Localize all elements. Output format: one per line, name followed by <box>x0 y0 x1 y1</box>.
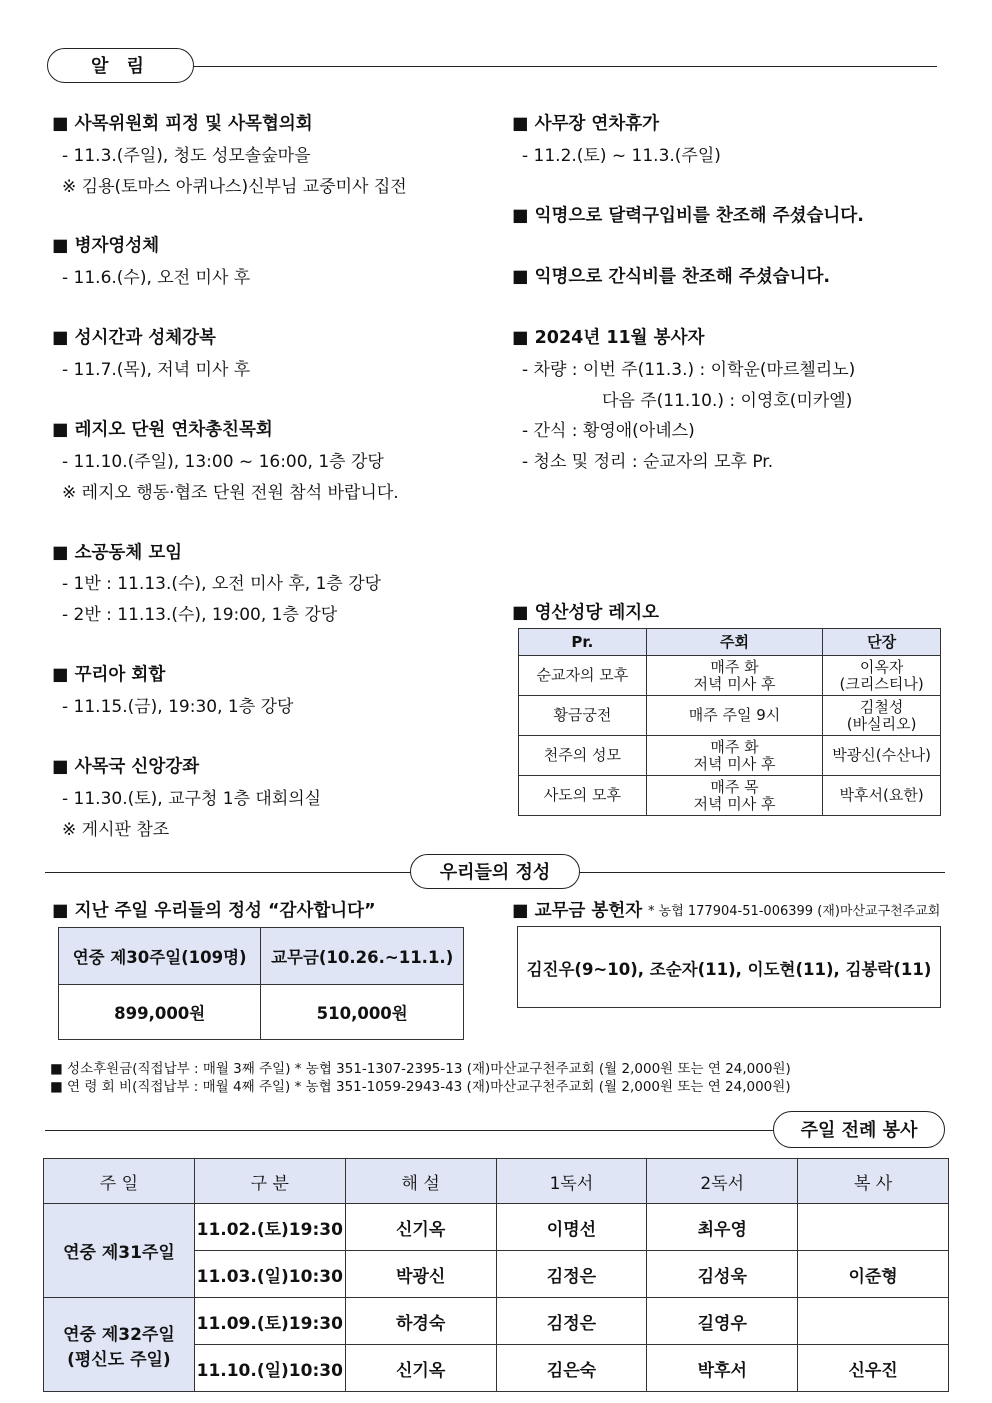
notice-left-3-line-0: - 11.10.(주일), 13:00 ~ 16:00, 1층 강당 <box>62 452 384 472</box>
notice-title: 알 림 <box>47 48 194 83</box>
legio-cell: 매주 화 저녁 미사 후 <box>646 656 823 696</box>
legio-cell: 황금궁전 <box>519 696 647 736</box>
legio-cell: 매주 화 저녁 미사 후 <box>646 736 823 776</box>
table-row <box>519 696 941 736</box>
liturgy-header-week: 주 일 <box>44 1159 195 1204</box>
notice-left-6-head: ■ 사목국 신앙강좌 <box>52 757 200 777</box>
liturgy-cell: 최우영 <box>647 1204 798 1251</box>
table-row <box>59 985 464 1040</box>
liturgy-cell: 이준형 <box>798 1251 949 1298</box>
legio-cell: 사도의 모후 <box>519 776 647 816</box>
notice-left-6-line-1: ※ 게시판 참조 <box>62 820 170 840</box>
notice-right-3-head: ■ 2024년 11월 봉사자 <box>512 328 705 348</box>
liturgy-week: 연중 제31주일 <box>44 1204 195 1298</box>
liturgy-cell: 신우진 <box>798 1345 949 1392</box>
offering-table <box>58 927 464 1040</box>
notice-left-6-line-0: - 11.30.(토), 교구청 1층 대회의실 <box>62 789 322 809</box>
notice-left-0-line-1: ※ 김용(토마스 아퀴나스)신부님 교중미사 집전 <box>62 177 407 197</box>
notice-left-1-line-0: - 11.6.(수), 오전 미사 후 <box>62 268 251 288</box>
legio-head: ■ 영산성당 레지오 <box>512 603 660 623</box>
offering-value-dues: 510,000원 <box>261 985 464 1040</box>
notice-left-5-line-0: - 11.15.(금), 19:30, 1층 강당 <box>62 697 294 717</box>
liturgy-header-commentary: 해 설 <box>345 1159 496 1204</box>
liturgy-cell: 11.02.(토)19:30 <box>194 1204 345 1251</box>
offering-title: 우리들의 정성 <box>410 854 580 889</box>
offering-header-dues: 교무금(10.26.~11.1.) <box>261 928 464 985</box>
offering-header-sunday: 연중 제30주일(109명) <box>59 928 261 985</box>
donor-list: 김진우(9~10), 조순자(11), 이도현(11), 김봉락(11) <box>526 960 932 979</box>
liturgy-cell: 신기옥 <box>345 1345 496 1392</box>
liturgy-cell: 11.09.(토)19:30 <box>194 1298 345 1345</box>
liturgy-cell: 김성욱 <box>647 1251 798 1298</box>
notice-right-3-line-2: - 간식 : 황영애(아녜스) <box>522 421 695 441</box>
liturgy-table <box>43 1158 949 1392</box>
liturgy-cell <box>798 1298 949 1345</box>
liturgy-cell: 이명선 <box>496 1204 647 1251</box>
legio-cell: 김철성 (바실리오) <box>823 696 941 736</box>
legio-cell: 박후서(요한) <box>823 776 941 816</box>
notice-left-0-line-0: - 11.3.(주일), 청도 성모솔숲마을 <box>62 146 311 166</box>
legio-cell: 매주 주일 9시 <box>646 696 823 736</box>
legio-cell: 순교자의 모후 <box>519 656 647 696</box>
liturgy-cell: 길영우 <box>647 1298 798 1345</box>
table-row <box>44 1204 949 1251</box>
notice-right-3-line-1: 다음 주(11.10.) : 이영호(미카엘) <box>602 391 853 411</box>
legio-cell: 박광신(수산나) <box>823 736 941 776</box>
offering-account-note: * 농협 177904-51-006399 (재)마산교구천주교회 <box>648 904 941 919</box>
legio-cell: 천주의 성모 <box>519 736 647 776</box>
liturgy-cell: 11.03.(일)10:30 <box>194 1251 345 1298</box>
liturgy-week: 연중 제32주일 (평신도 주일) <box>44 1298 195 1392</box>
notice-left-0-head: ■ 사목위원회 피정 및 사목협의회 <box>52 114 313 134</box>
notice-left-4-head: ■ 소공동체 모임 <box>52 543 183 563</box>
liturgy-header-time: 구 분 <box>194 1159 345 1204</box>
notice-left-3-head: ■ 레지오 단원 연차총친목회 <box>52 420 273 440</box>
notice-left-1-head: ■ 병자영성체 <box>52 236 160 256</box>
liturgy-cell: 박광신 <box>345 1251 496 1298</box>
liturgy-cell: 11.10.(일)10:30 <box>194 1345 345 1392</box>
notice-left-3-line-1: ※ 레지오 행동·협조 단원 전원 참석 바랍니다. <box>62 483 399 503</box>
liturgy-cell: 신기옥 <box>345 1204 496 1251</box>
offering-left-head: ■ 지난 주일 우리들의 정성 “감사합니다” <box>52 901 376 921</box>
legio-header-leader: 단장 <box>823 629 941 656</box>
legio-cell: 이옥자 (크리스티나) <box>823 656 941 696</box>
notice-left-2-head: ■ 성시간과 성체강복 <box>52 328 216 348</box>
legio-table <box>518 628 941 816</box>
liturgy-cell: 김정은 <box>496 1298 647 1345</box>
legio-header-pr: Pr. <box>519 629 647 656</box>
notice-right-1-head: ■ 익명으로 달력구입비를 찬조해 주셨습니다. <box>512 206 864 226</box>
notice-left-5-head: ■ 꾸리아 회합 <box>52 665 166 685</box>
offering-value-sunday: 899,000원 <box>59 985 261 1040</box>
liturgy-header-server: 복 사 <box>798 1159 949 1204</box>
notice-left-4-line-1: - 2반 : 11.13.(수), 19:00, 1층 강당 <box>62 605 338 625</box>
liturgy-cell <box>798 1204 949 1251</box>
notice-right-0-line-0: - 11.2.(토) ~ 11.3.(주일) <box>522 146 721 166</box>
notice-left-4-line-0: - 1반 : 11.13.(수), 오전 미사 후, 1층 강당 <box>62 574 382 594</box>
table-row <box>519 776 941 816</box>
liturgy-title: 주일 전례 봉사 <box>773 1111 945 1148</box>
table-row <box>44 1298 949 1345</box>
liturgy-header-reading2: 2독서 <box>647 1159 798 1204</box>
offering-note-1: ■ 연 령 회 비(직접납부 : 매월 4째 주일) * 농협 351-1059-2943-43 (재)마산교구천주교회 (월 2,000원 또는 연 24,000원) <box>50 1079 791 1095</box>
table-row <box>519 656 941 696</box>
notice-left-2-line-0: - 11.7.(목), 저녁 미사 후 <box>62 360 251 380</box>
notice-right-3-line-3: - 청소 및 정리 : 순교자의 모후 Pr. <box>522 452 774 472</box>
legio-header-meeting: 주회 <box>646 629 823 656</box>
liturgy-cell: 하경숙 <box>345 1298 496 1345</box>
donor-box <box>517 926 941 1008</box>
table-row <box>519 736 941 776</box>
offering-note-0: ■ 성소후원금(직접납부 : 매월 3째 주일) * 농협 351-1307-2395-13 (재)마산교구천주교회 (월 2,000원 또는 연 24,000원) <box>50 1061 791 1077</box>
legio-cell: 매주 목 저녁 미사 후 <box>646 776 823 816</box>
liturgy-cell: 박후서 <box>647 1345 798 1392</box>
offering-right-head: ■ 교무금 봉헌자 <box>512 901 643 921</box>
notice-right-2-head: ■ 익명으로 간식비를 찬조해 주셨습니다. <box>512 267 831 287</box>
liturgy-cell: 김정은 <box>496 1251 647 1298</box>
liturgy-header-reading1: 1독서 <box>496 1159 647 1204</box>
notice-right-0-head: ■ 사무장 연차휴가 <box>512 114 660 134</box>
liturgy-cell: 김은숙 <box>496 1345 647 1392</box>
notice-divider <box>180 66 937 67</box>
notice-right-3-line-0: - 차량 : 이번 주(11.3.) : 이학운(마르첼리노) <box>522 360 856 380</box>
liturgy-divider <box>45 1130 785 1131</box>
